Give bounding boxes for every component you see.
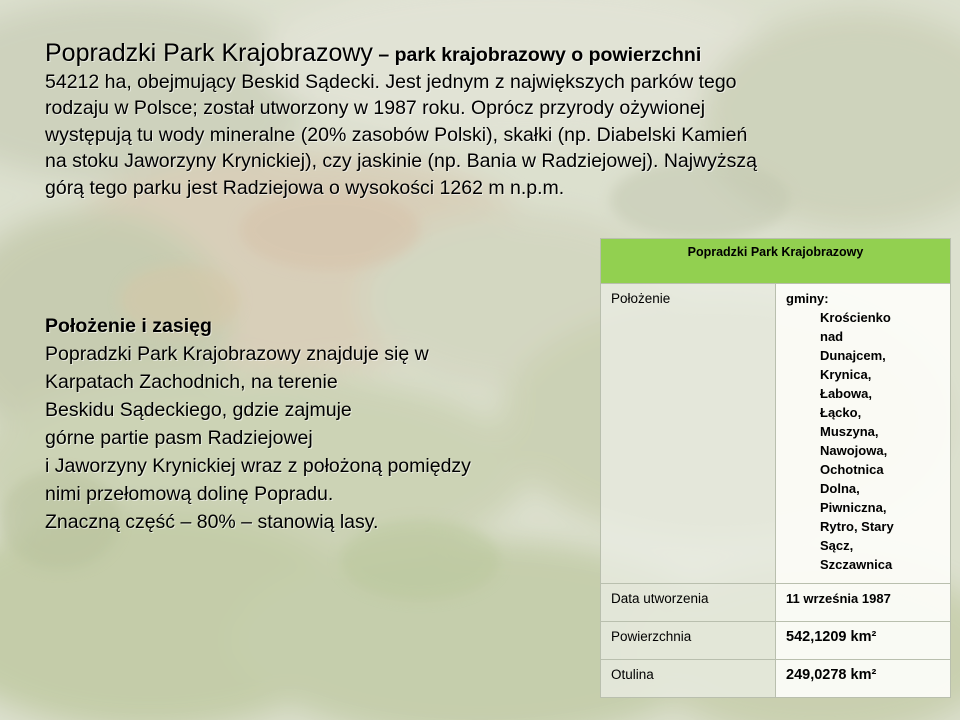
infobox-label-location: Położenie	[601, 284, 776, 584]
section-heading: Położenie i zasięg	[45, 315, 212, 337]
intro-line: na stoku Jaworzyny Krynickiej), czy jaskinie (np. Bania w Radziejowej). Najwyższą	[45, 150, 758, 172]
infobox-header-row	[601, 239, 951, 284]
gmina-item: Łabowa,	[820, 386, 873, 401]
gmina-item: Rytro, Stary	[820, 519, 894, 534]
gmina-item: Łącko,	[820, 405, 862, 420]
infobox-row-area	[601, 622, 951, 660]
infobox-value-buffer: 249,0278 km²	[776, 660, 951, 698]
gmina-item: Sącz,	[820, 538, 854, 553]
gmina-item: Krościenko	[820, 310, 891, 325]
gmina-item: Dolna,	[820, 481, 860, 496]
park-infobox	[600, 238, 951, 698]
infobox-value-area: 542,1209 km²	[776, 622, 951, 660]
infobox-row-date	[601, 584, 951, 622]
intro-line: występują tu wody mineralne (20% zasobów Polski), skałki (np. Diabelski Kamień	[45, 123, 748, 146]
infobox-row-buffer	[601, 660, 951, 698]
gmina-item: Ochotnica	[820, 462, 884, 477]
infobox-label-area: Powierzchnia	[601, 622, 776, 660]
park-name-title: Popradzki Park Krajobrazowy	[45, 39, 373, 67]
section-line: nimi przełomową dolinę Popradu.	[45, 483, 334, 505]
gminy-list	[786, 308, 940, 574]
gmina-item: nad	[820, 329, 844, 344]
intro-lead: – park krajobrazowy o powierzchni	[372, 44, 702, 66]
gmina-item: Krynica,	[820, 367, 872, 382]
infobox-title: Popradzki Park Krajobrazowy	[601, 239, 951, 284]
gminy-heading: gminy:	[786, 291, 829, 306]
infobox-label-buffer: Otulina	[601, 660, 776, 698]
infobox-value-date: 11 września 1987	[776, 584, 951, 622]
section-line: Znaczną część – 80% – stanowią lasy.	[45, 511, 379, 533]
intro-line: rodzaju w Polsce; został utworzony w 1987 roku. Oprócz przyrody ożywionej	[45, 97, 706, 119]
section-line: i Jaworzyny Krynickiej wraz z położoną pomiędzy	[45, 455, 471, 477]
intro-line: górą tego parku jest Radziejowa o wysokości 1262 m n.p.m.	[45, 176, 565, 199]
section-line: górne partie pasm Radziejowej	[45, 427, 313, 449]
gmina-item: Muszyna,	[820, 424, 879, 439]
section-line: Popradzki Park Krajobrazowy znajduje się w	[45, 343, 429, 365]
intro-paragraph	[45, 40, 940, 201]
infobox-row-location	[601, 284, 951, 584]
infobox-value-location	[776, 284, 951, 584]
gmina-item: Piwniczna,	[820, 500, 887, 515]
intro-line: 54212 ha, obejmujący Beskid Sądecki. Jest jednym z największych parków tego	[45, 70, 737, 93]
gmina-item: Nawojowa,	[820, 443, 888, 458]
section-line: Beskidu Sądeckiego, gdzie zajmuje	[45, 399, 352, 421]
section-line: Karpatach Zachodnich, na terenie	[45, 371, 338, 393]
gmina-item: Dunajcem,	[820, 348, 886, 363]
infobox-label-date: Data utworzenia	[601, 584, 776, 622]
gmina-item: Szczawnica	[820, 557, 893, 572]
location-section	[45, 312, 585, 536]
